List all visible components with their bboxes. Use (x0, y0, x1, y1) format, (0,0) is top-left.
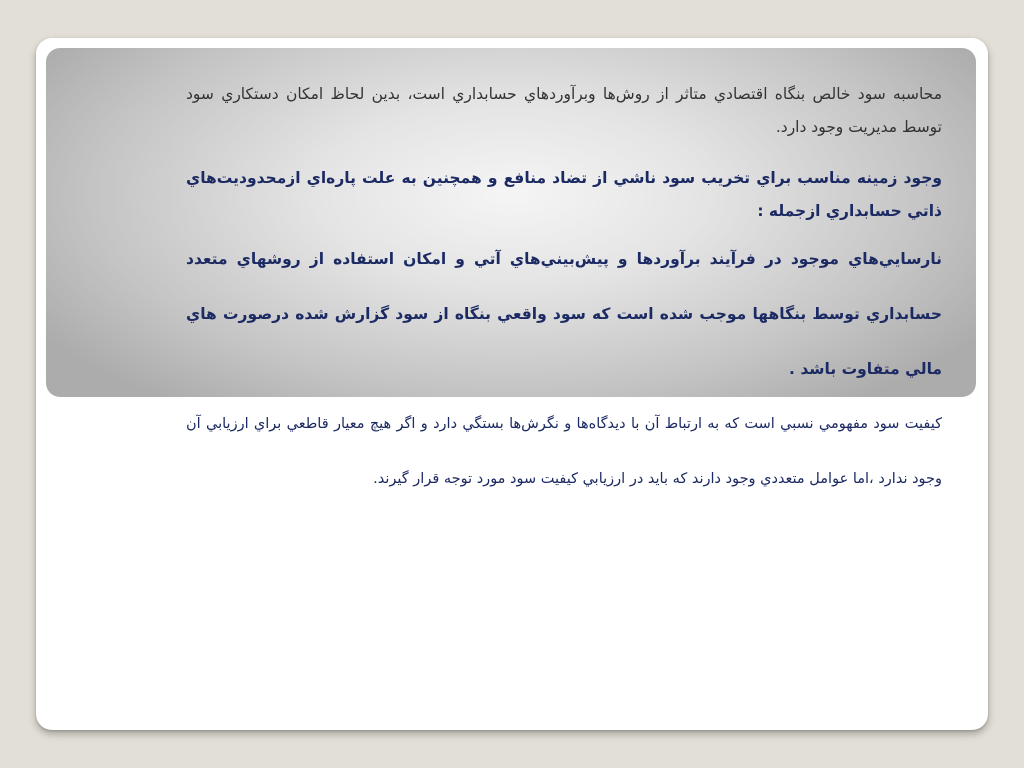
issues-paragraph: نارسايي‌هاي موجود در فرآيند برآوردها و پيش‌بيني‌هاي آتي و امكان استفاده از روشهاي متعدد حسابداري توسط بنگاهها موجب شده است كه سود واقعي بنگاه از سود گزارش شده درصورت هاي مالي متفاوت باشد . (186, 250, 942, 378)
quality-paragraph: كيفيت سود مفهومي نسبي است كه به ارتباط آن با ديدگاه‌ها و نگرش‌ها بستگي دارد و اگر هيچ معيار قاطعي براي ارزيابي آن وجود ندارد ،اما عوامل متعددي وجود دارند كه بايد در ارزيابي كيفيت سود مورد توجه قرار گيرند. (186, 416, 942, 487)
slide-content (186, 78, 942, 507)
cause-paragraph: وجود زمينه مناسب براي تخريب سود ناشي از تضاد منافع و همچنين به علت پاره‌اي ازمحدوديت‌هاي ذاتي حسابداري ازجمله : (186, 169, 942, 220)
intro-paragraph: محاسبه سود خالص بنگاه اقتصادي متاثر از روش‌ها وبرآوردهاي حسابداري است، بدين لحاظ امكان دستكاري سود توسط مديريت وجود دارد. (186, 85, 942, 136)
